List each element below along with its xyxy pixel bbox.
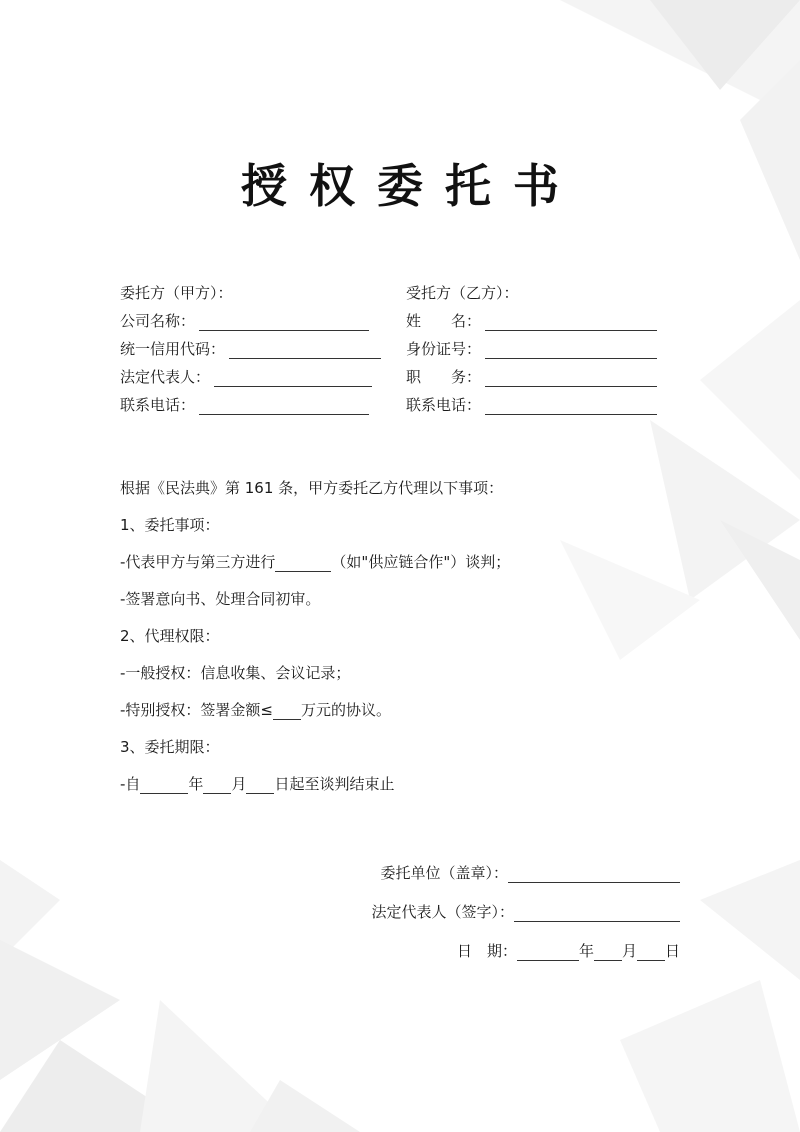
id-number-field[interactable]: [485, 341, 657, 359]
company-name-label: 公司名称：: [120, 312, 196, 330]
credit-code-field[interactable]: [229, 341, 381, 359]
party-b-phone-label: 联系电话：: [406, 396, 482, 414]
legal-rep-signature-field[interactable]: [514, 905, 680, 922]
legal-rep-signature-label: 法定代表人（签字）：: [371, 903, 514, 921]
item-3: -一般授权：信息收集、会议记录；: [120, 664, 351, 682]
party-b-heading: 受托方（乙方）：: [406, 284, 519, 302]
position-field[interactable]: [485, 369, 657, 387]
document-body: [120, 478, 510, 811]
entrusting-unit-row: [371, 863, 680, 902]
item-1: [120, 552, 510, 589]
party-a-heading: 委托方（甲方）：: [120, 284, 233, 302]
start-month-blank[interactable]: [203, 777, 231, 794]
party-a-phone-field[interactable]: [199, 397, 369, 415]
amount-limit-blank[interactable]: [273, 703, 301, 720]
entrusting-unit-seal-field[interactable]: [508, 866, 680, 883]
date-year-blank[interactable]: [517, 944, 579, 961]
section-1-heading: 1、委托事项：: [120, 516, 220, 534]
date-year: 年: [578, 942, 594, 960]
item-2: -签署意向书、处理合同初审。: [120, 590, 321, 608]
date-day-blank[interactable]: [637, 944, 665, 961]
date-day: 日: [664, 942, 680, 960]
start-year-blank[interactable]: [140, 777, 188, 794]
party-a-credit-code-row: [120, 339, 381, 367]
legal-rep-field[interactable]: [214, 369, 372, 387]
signature-block: [371, 863, 680, 980]
start-day-blank[interactable]: [246, 777, 274, 794]
party-a-phone-row: [120, 395, 381, 423]
position-label: 职 务：: [406, 368, 482, 386]
date-month-blank[interactable]: [594, 944, 622, 961]
intro-paragraph: 根据《民法典》第 161 条，甲方委托乙方代理以下事项：: [120, 479, 504, 497]
party-a-company-row: [120, 311, 381, 339]
date-row: [371, 941, 680, 980]
party-a-section: [120, 283, 381, 423]
section-2-heading: 2、代理权限：: [120, 627, 220, 645]
name-field[interactable]: [485, 313, 657, 331]
party-b-position-row: [406, 367, 657, 395]
party-b-phone-field[interactable]: [485, 397, 657, 415]
item-4-prefix: -特别授权：签署金额≤: [120, 701, 273, 719]
legal-rep-label: 法定代表人：: [120, 368, 211, 386]
item-5-month: 月: [231, 775, 247, 793]
party-a-legal-rep-row: [120, 367, 381, 395]
party-b-phone-row: [406, 395, 657, 423]
section-3-heading: 3、委托期限：: [120, 738, 220, 756]
date-month: 月: [621, 942, 637, 960]
document-title: 授权委托书: [241, 159, 581, 213]
party-a-phone-label: 联系电话：: [120, 396, 196, 414]
item-1-suffix: （如"供应链合作"）谈判；: [331, 553, 511, 571]
company-name-field[interactable]: [199, 313, 369, 331]
party-b-section: [406, 283, 657, 423]
id-number-label: 身份证号：: [406, 340, 482, 358]
item-4-suffix: 万元的协议。: [300, 701, 391, 719]
item-5-suffix: 日起至谈判结束止: [274, 775, 395, 793]
credit-code-label: 统一信用代码：: [120, 340, 226, 358]
item-5-year: 年: [188, 775, 204, 793]
item-5: [120, 774, 510, 811]
entrusting-unit-label: 委托单位（盖章）：: [380, 864, 508, 882]
item-4: [120, 700, 510, 737]
legal-rep-signature-row: [371, 902, 680, 941]
name-label: 姓 名：: [406, 312, 482, 330]
negotiation-topic-blank[interactable]: [275, 555, 331, 572]
item-5-prefix: -自: [120, 775, 141, 793]
item-1-prefix: -代表甲方与第三方进行: [120, 553, 276, 571]
date-label: 日 期：: [456, 942, 517, 960]
party-b-name-row: [406, 311, 657, 339]
party-b-id-row: [406, 339, 657, 367]
